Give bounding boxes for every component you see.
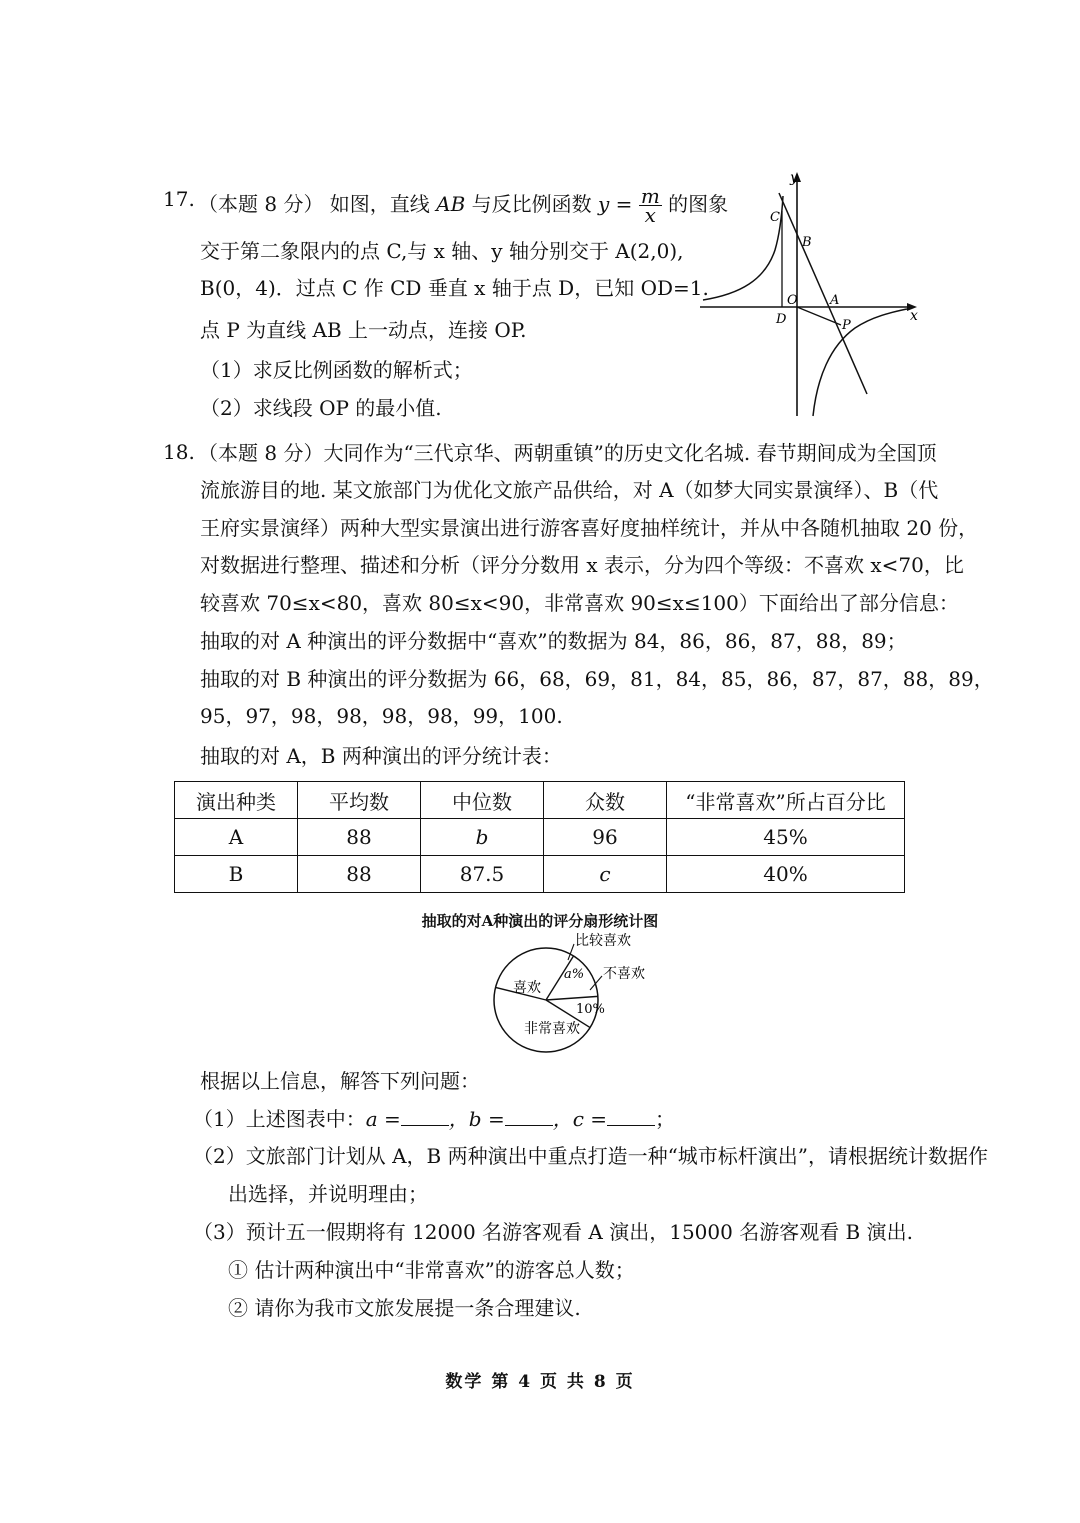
hyperbola-branch-right bbox=[813, 309, 907, 416]
q1-b-label: ，b = bbox=[448, 1107, 505, 1131]
table-cell: 45% bbox=[667, 819, 905, 856]
q18-para-5: 抽取的对 A 种演出的评分数据中“喜欢”的数据为 84，86，86，87，88，89； bbox=[200, 629, 907, 653]
q18-number: 18. bbox=[163, 440, 195, 464]
q17-func-eq: = bbox=[609, 192, 639, 216]
label-o: O bbox=[787, 293, 798, 308]
q17-fraction-den: x bbox=[644, 203, 656, 227]
table-header: “非常喜欢”所占百分比 bbox=[667, 782, 905, 819]
q18-q1 bbox=[193, 1106, 675, 1132]
pie-chart-title: 抽取的对A种演出的评分扇形统计图 bbox=[421, 912, 659, 930]
table-header: 演出种类 bbox=[175, 782, 298, 819]
q18-para-0: （本题 8 分）大同作为“三代京华、两朝重镇”的历史文化名城. 春节期间成为全国顶 bbox=[198, 441, 937, 465]
table-row bbox=[175, 819, 905, 856]
q18-q3-sub2: ② 请你为我市文旅发展提一条合理建议. bbox=[228, 1296, 581, 1320]
q18-para-8: 抽取的对 A，B 两种演出的评分统计表： bbox=[200, 744, 562, 768]
q18-q2-line1: （2）文旅部门计划从 A，B 两种演出中重点打造一种“城市标杆演出”，请根据统计数据作 bbox=[193, 1144, 989, 1168]
table-cell: c bbox=[544, 856, 667, 893]
table-cell: 87.5 bbox=[421, 856, 544, 893]
q1-c-label: ，c = bbox=[552, 1107, 608, 1131]
q17-fraction bbox=[639, 184, 662, 227]
table-header: 平均数 bbox=[298, 782, 421, 819]
stats-table bbox=[174, 781, 905, 893]
table-header: 众数 bbox=[544, 782, 667, 819]
q18-q3-line1: （3）预计五一假期将有 12000 名游客观看 A 演出，15000 名游客观看 B 演出. bbox=[193, 1220, 913, 1244]
q17-sub2: （2）求线段 OP 的最小值. bbox=[200, 396, 442, 420]
q18-para-7: 95，97，98，98，98，98，99，100. bbox=[200, 704, 563, 728]
table-cell: 40% bbox=[667, 856, 905, 893]
pie-slice-value: a% bbox=[564, 967, 585, 982]
q1-a-blank[interactable] bbox=[401, 1107, 449, 1126]
q17-fraction-num: m bbox=[640, 184, 660, 208]
table-header-row bbox=[175, 782, 905, 819]
pie-callout-label: 不喜欢 bbox=[603, 966, 645, 982]
pie-slice-boundary bbox=[546, 996, 598, 1000]
table-header: 中位数 bbox=[421, 782, 544, 819]
q18-intro: 根据以上信息，解答下列问题： bbox=[200, 1069, 480, 1093]
q18-para-4: 较喜欢 70≤x<80，喜欢 80≤x<90，非常喜欢 90≤x≤100）下面给出了部分信息： bbox=[200, 591, 959, 615]
q17-line4: 点 P 为直线 AB 上一动点，连接 OP. bbox=[200, 318, 527, 342]
label-p: P bbox=[842, 318, 851, 333]
q17-number: 17. bbox=[163, 187, 195, 211]
table-cell: 88 bbox=[298, 856, 421, 893]
q17-graph bbox=[695, 168, 930, 420]
q17-func-y: y bbox=[598, 192, 610, 216]
q17-line1-ab: AB bbox=[436, 192, 466, 216]
label-x: x bbox=[910, 308, 918, 324]
q18-para-3: 对数据进行整理、描述和分析（评分分数用 x 表示，分为四个等级：不喜欢 x<70，比 bbox=[200, 553, 964, 577]
label-c: C bbox=[770, 210, 780, 225]
q17-line1-mid: 与反比例函数 bbox=[465, 192, 599, 216]
q17-line1-post: 的图象 bbox=[661, 192, 729, 216]
q1-b-blank[interactable] bbox=[505, 1107, 553, 1126]
pie-slice-label: 喜欢 bbox=[513, 980, 541, 996]
q1-c-blank[interactable] bbox=[607, 1107, 655, 1126]
table-cell: 88 bbox=[298, 819, 421, 856]
table-cell: B bbox=[175, 856, 298, 893]
label-y: y bbox=[790, 170, 798, 186]
pie-slice-value: 10% bbox=[576, 1002, 605, 1017]
q17-line1 bbox=[198, 184, 729, 227]
q18-q3-sub1: ① 估计两种演出中“非常喜欢”的游客总人数； bbox=[228, 1258, 635, 1282]
q17-line3: B(0，4)．过点 C 作 CD 垂直 x 轴于点 D，已知 OD=1. bbox=[200, 276, 709, 300]
page-footer: 数学 第 4 页 共 8 页 bbox=[445, 1372, 635, 1392]
label-a: A bbox=[830, 293, 840, 308]
q1-a-label: a = bbox=[365, 1107, 401, 1131]
table-cell: b bbox=[421, 819, 544, 856]
segment-op bbox=[797, 307, 841, 325]
q18-para-1: 流旅游目的地. 某文旅部门为优化文旅产品供给，对 A（如梦大同实景演绎）、B（代 bbox=[200, 478, 939, 502]
q1-end: ； bbox=[655, 1107, 676, 1131]
table-cell: 96 bbox=[544, 819, 667, 856]
q17-line2: 交于第二象限内的点 C,与 x 轴、y 轴分别交于 A(2,0), bbox=[200, 239, 684, 263]
pie-chart bbox=[480, 930, 680, 1055]
label-b: B bbox=[802, 235, 812, 250]
label-d: D bbox=[776, 312, 787, 327]
q18-q2-line2: 出选择，并说明理由； bbox=[228, 1182, 428, 1206]
q17-sub1: （1）求反比例函数的解析式； bbox=[200, 358, 473, 382]
q18-para-6: 抽取的对 B 种演出的评分数据为 66，68，69，81，84，85，86，87，87，88，89， bbox=[200, 667, 994, 691]
table-row bbox=[175, 856, 905, 893]
table-cell: A bbox=[175, 819, 298, 856]
q17-line1-pre: （本题 8 分） 如图，直线 bbox=[198, 192, 437, 216]
pie-callout-label: 比较喜欢 bbox=[575, 933, 631, 949]
q1-prefix: （1）上述图表中： bbox=[193, 1107, 366, 1131]
q18-para-2: 王府实景演绎）两种大型实景演出进行游客喜好度抽样统计，并从中各随机抽取 20 份， bbox=[200, 516, 979, 540]
pie-slice-label: 非常喜欢 bbox=[524, 1021, 580, 1037]
